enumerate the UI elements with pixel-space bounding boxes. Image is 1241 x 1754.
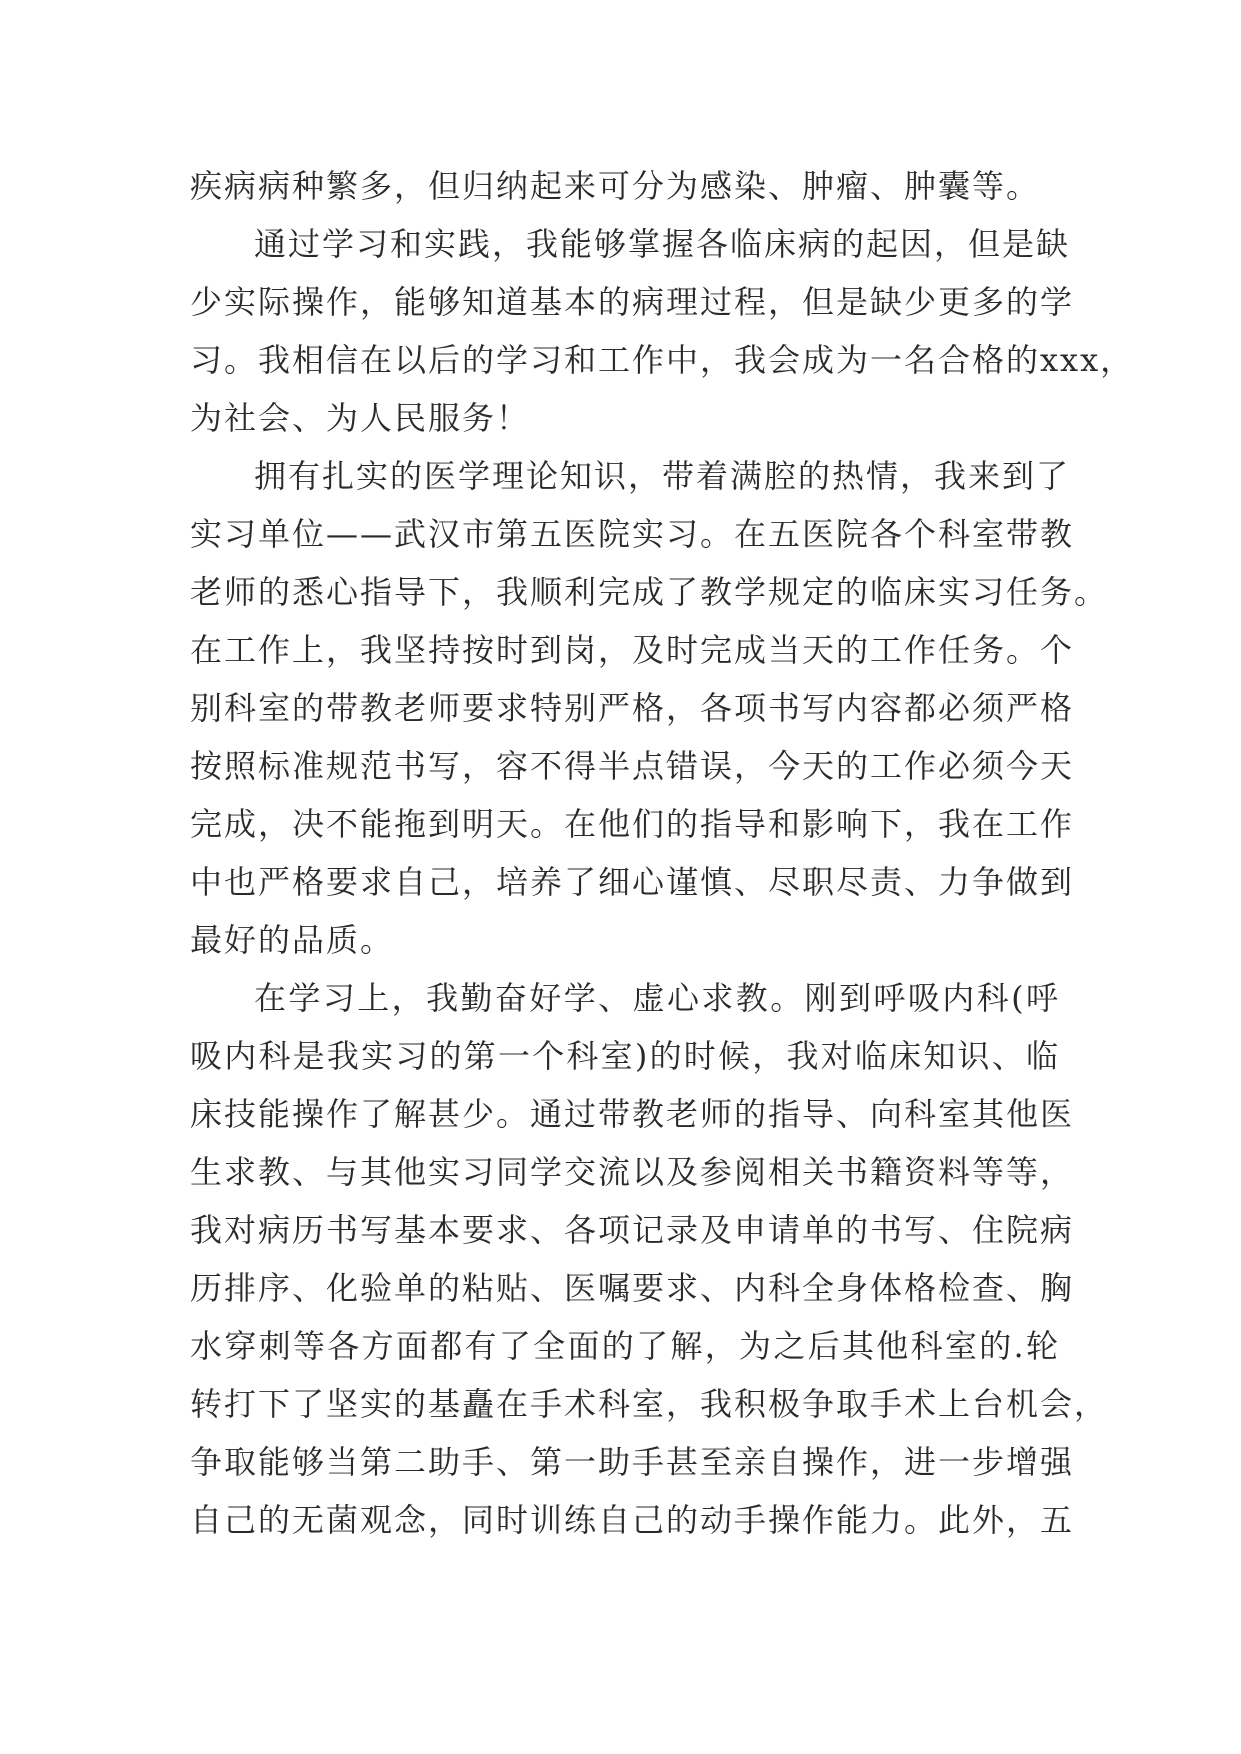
paragraph-line-9: 在工作上，我坚持按时到岗，及时完成当天的工作任务。个 (190, 631, 1075, 669)
paragraph-line-11: 按照标准规范书写，容不得半点错误，今天的工作必须今天 (190, 747, 1075, 785)
paragraph-line-4: 习。我相信在以后的学习和工作中，我会成为一名合格的xxx， (190, 341, 1135, 379)
paragraph-line-15: 在学习上，我勤奋好学、虚心求教。刚到呼吸内科(呼 (254, 979, 1060, 1017)
paragraph-line-17: 床技能操作了解甚少。通过带教老师的指导、向科室其他医 (190, 1095, 1075, 1133)
paragraph-line-1: 疾病病种繁多，但归纳起来可分为感染、肿瘤、肿囊等。 (190, 167, 1041, 205)
paragraph-line-16: 吸内科是我实习的第一个科室)的时候，我对临床知识、临 (190, 1037, 1060, 1075)
paragraph-line-19: 我对病历书写基本要求、各项记录及申请单的书写、住院病 (190, 1211, 1075, 1249)
paragraph-line-8: 老师的悉心指导下，我顺利完成了教学规定的临床实习任务。 (190, 573, 1109, 611)
paragraph-line-10: 别科室的带教老师要求特别严格，各项书写内容都必须严格 (190, 689, 1075, 727)
paragraph-line-14: 最好的品质。 (190, 921, 395, 959)
paragraph-line-23: 争取能够当第二助手、第一助手甚至亲自操作，进一步增强 (190, 1443, 1075, 1481)
paragraph-line-2: 通过学习和实践，我能够掌握各临床病的起因，但是缺 (254, 225, 1071, 263)
paragraph-line-21: 水穿刺等各方面都有了全面的了解，为之后其他科室的.轮 (190, 1327, 1060, 1365)
paragraph-line-5: 为社会、为人民服务！ (190, 399, 531, 437)
paragraph-line-13: 中也严格要求自己，培养了细心谨慎、尽职尽责、力争做到 (190, 863, 1075, 901)
paragraph-line-22: 转打下了坚实的基矗在手术科室，我积极争取手术上台机会， (190, 1385, 1109, 1423)
paragraph-line-12: 完成，决不能拖到明天。在他们的指导和影响下，我在工作 (190, 805, 1075, 843)
paragraph-line-24: 自己的无菌观念，同时训练自己的动手操作能力。此外，五 (190, 1501, 1075, 1539)
paragraph-line-6: 拥有扎实的医学理论知识，带着满腔的热情，我来到了 (254, 457, 1071, 495)
paragraph-line-7: 实习单位——武汉市第五医院实习。在五医院各个科室带教 (190, 515, 1075, 553)
paragraph-line-18: 生求教、与其他实习同学交流以及参阅相关书籍资料等等， (190, 1153, 1075, 1191)
paragraph-line-3: 少实际操作，能够知道基本的病理过程，但是缺少更多的学 (190, 283, 1075, 321)
paragraph-line-20: 历排序、化验单的粘贴、医嘱要求、内科全身体格检查、胸 (190, 1269, 1075, 1307)
